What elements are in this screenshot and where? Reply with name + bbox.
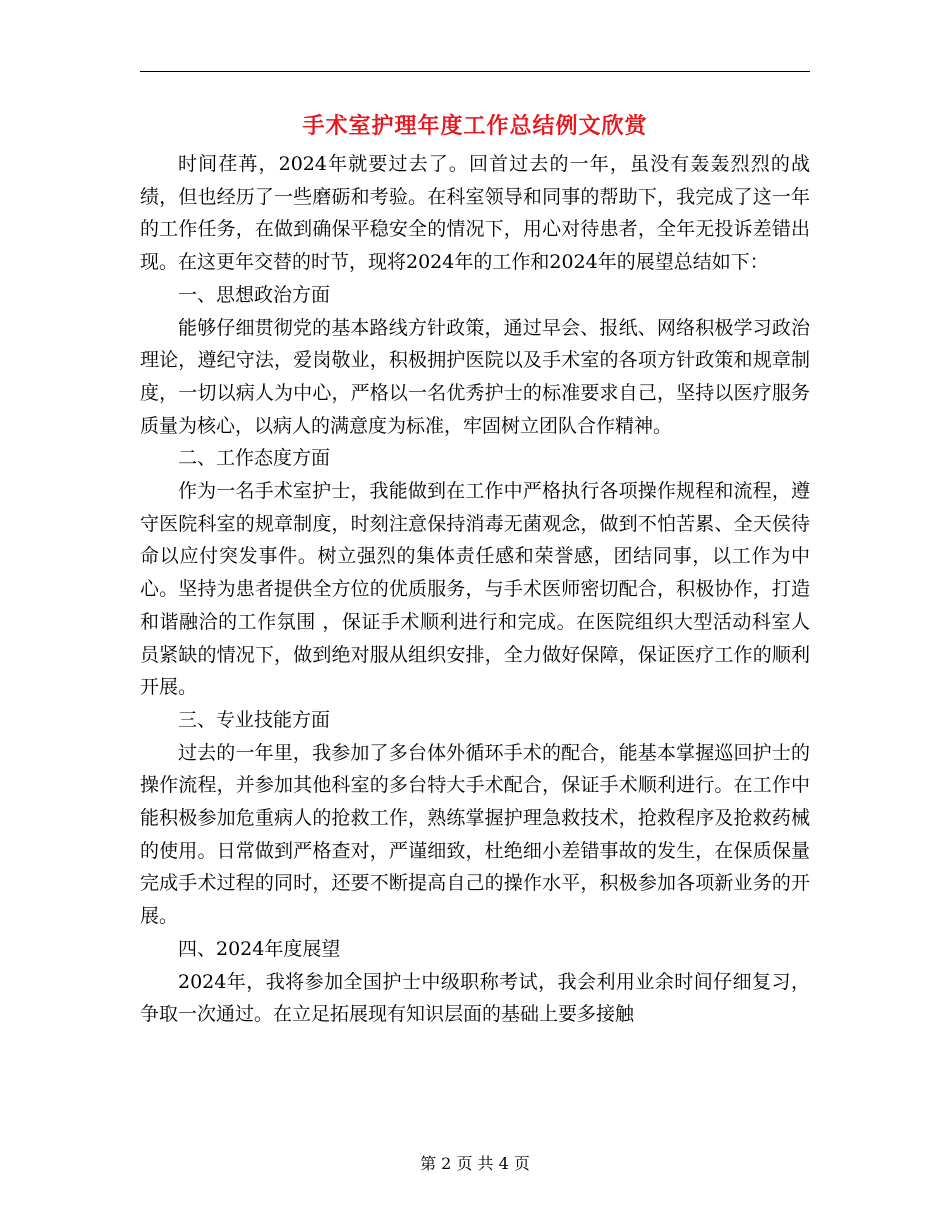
outlook-paragraph: 2024年，我将参加全国护士中级职称考试，我会利用业余时间仔细复习，争取一次通过。在立足拓展现有知识层面的基础上要多接触 [140, 970, 810, 1026]
political-paragraph: 能够仔细贯彻党的基本路线方针政策，通过早会、报纸、网络积极学习政治理论，遵纪守法，爱岗敬业，积极拥护医院以及手术室的各项方针政策和规章制度，一切以病人为中心，严格以一名优秀护士的标准要求自己，坚持以医疗服务质量为核心，以病人的满意度为标准，牢固树立团队合作精神。 [140, 316, 810, 437]
section-heading-outlook: 四、2024年度展望 [178, 937, 341, 960]
section-heading-skills: 三、专业技能方面 [178, 708, 331, 731]
document-title: 手术室护理年度工作总结例文欣赏 [302, 113, 648, 139]
header-rule [140, 71, 810, 72]
section-heading-attitude: 二、工作态度方面 [178, 447, 331, 470]
page-number-footer: 第 2 页 共 4 页 [420, 1154, 530, 1173]
attitude-paragraph: 作为一名手术室护士，我能做到在工作中严格执行各项操作规程和流程，遵守医院科室的规章制度，时刻注意保持消毒无菌观念，做到不怕苦累、全天侯待命以应付突发事件。树立强烈的集体责任感和荣誉感，团结同事，以工作为中心。坚持为患者提供全方位的优质服务，与手术医师密切配合，积极协作，打造和谐融洽的工作氛围 ，保证手术顺利进行和完成。在医院组织大型活动科室人员紧缺的情况下，做到绝对服从组织安排，全力做好保障，保证医疗工作的顺利开展。 [140, 480, 810, 699]
intro-paragraph: 时间荏苒，2024年就要过去了。回首过去的一年，虽没有轰轰烈烈的战绩，但也经历了一些磨砺和考验。在科室领导和同事的帮助下，我完成了这一年的工作任务，在做到确保平稳安全的情况下，用心对待患者，全年无投诉差错出现。在这更年交替的时节，现将2024年的工作和2024年的展望总结如下： [140, 153, 810, 274]
document-body [140, 148, 810, 1031]
skills-paragraph: 过去的一年里，我参加了多台体外循环手术的配合，能基本掌握巡回护士的操作流程，并参加其他科室的多台特大手术配合，保证手术顺利进行。在工作中能积极参加危重病人的抢救工作，熟练掌握护理急救技术，抢救程序及抢救药械的使用。日常做到严格查对，严谨细致，杜绝细小差错事故的发生，在保质保量完成手术过程的同时，还要不断提高自己的操作水平，积极参加各项新业务的开展。 [140, 741, 810, 928]
section-heading-political: 一、思想政治方面 [178, 283, 331, 306]
